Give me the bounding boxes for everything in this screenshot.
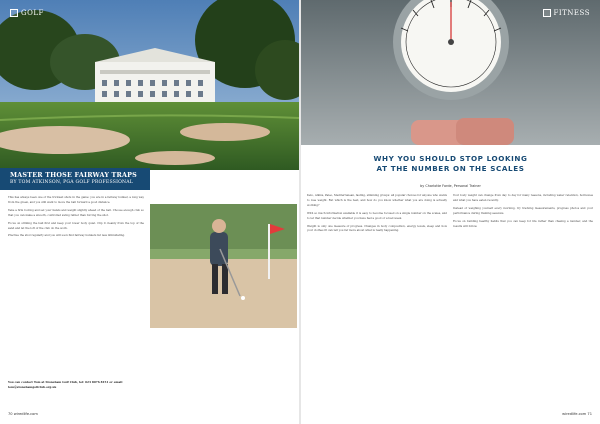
footer	[8, 412, 38, 416]
fitness-section-icon	[543, 9, 551, 17]
golf-text-column	[8, 196, 144, 242]
article-byline: BY TOM ATKINSON, PGA GOLF PROFESSIONAL	[10, 180, 134, 185]
contact-info: You can contact Tom at Stoneham Golf Club, tel: 023 8076 8151 or email tom@stonehamgolfclub.org.uk	[8, 380, 123, 389]
paragraph: Instead of weighing yourself every morning, try tracking measurements, progress photos and your performance during training sessions.	[453, 206, 593, 215]
paragraph: Take a firm footing and set your hands and weight slightly ahead of the ball. Choose enough club so that you can make a smooth, controlled swing rather than forcing the shot.	[8, 208, 144, 217]
fitness-text-column-2	[453, 194, 593, 232]
paragraph: Practise the shot regularly and you will soon find fairway bunkers far less intimidating.	[8, 234, 126, 238]
paragraph: Keto, Atkins, Paleo, Mediterranean, fasting, slimming groups: all popular choices for anyone who wants to lose weight. But which is the best, and how do you know whether what you are doing is actually working?	[307, 194, 447, 207]
fitness-text-column-1	[307, 194, 447, 237]
paragraph: Weight is only one measure of progress. Changes in body composition, energy levels, sleep and how your clothes fit can tell you far more about what is really happening.	[307, 224, 447, 233]
page-number: 71	[587, 412, 592, 416]
paragraph: Focus on striking the ball first and keep your lower body quiet. Clip it cleanly from the top of the sand and let the loft of the club do the work.	[8, 221, 144, 230]
headline-line-1: WHY YOU SHOULD STOP LOOKING	[373, 154, 528, 163]
bunker-shot-photo	[150, 204, 297, 328]
footer	[562, 412, 592, 416]
article-headline	[301, 154, 600, 174]
section-label-fitness: FITNESS	[543, 9, 591, 17]
footer-site: wiredlife.com	[562, 412, 587, 416]
golf-section-icon	[10, 9, 18, 17]
article-title: MASTER THOSE FAIRWAY TRAPS	[10, 171, 138, 179]
page-number: 70	[8, 412, 13, 416]
paragraph: This has always been one of the trickiest shots in the game: you are in a fairway bunker, a long way from the green, and you still want to move the ball forward a good distance.	[8, 196, 144, 204]
bathroom-scale-icon	[301, 0, 600, 145]
footer-site: wiredlife.com	[13, 412, 38, 416]
headline-line-2: AT THE NUMBER ON THE SCALES	[376, 164, 525, 173]
fitness-page	[301, 0, 600, 424]
article-byline: by Charlotte Forde, Personal Trainer	[420, 184, 481, 188]
paragraph: With so much information available it is easy to become focused on a single number on the scales, and to let that number decide whether you have had a good or a bad week.	[307, 211, 447, 220]
golf-course-photo	[0, 0, 299, 170]
paragraph: Focus on building healthy habits that you can keep for life rather than chasing a number, and the results will follow.	[453, 219, 593, 228]
paragraph: Your body weight can change from day to day for many reasons, including water retention, hormones and what you have eaten recently.	[453, 194, 593, 202]
section-label-golf: GOLF	[10, 9, 44, 17]
golf-page	[0, 0, 299, 424]
article-title-bar	[0, 168, 150, 190]
